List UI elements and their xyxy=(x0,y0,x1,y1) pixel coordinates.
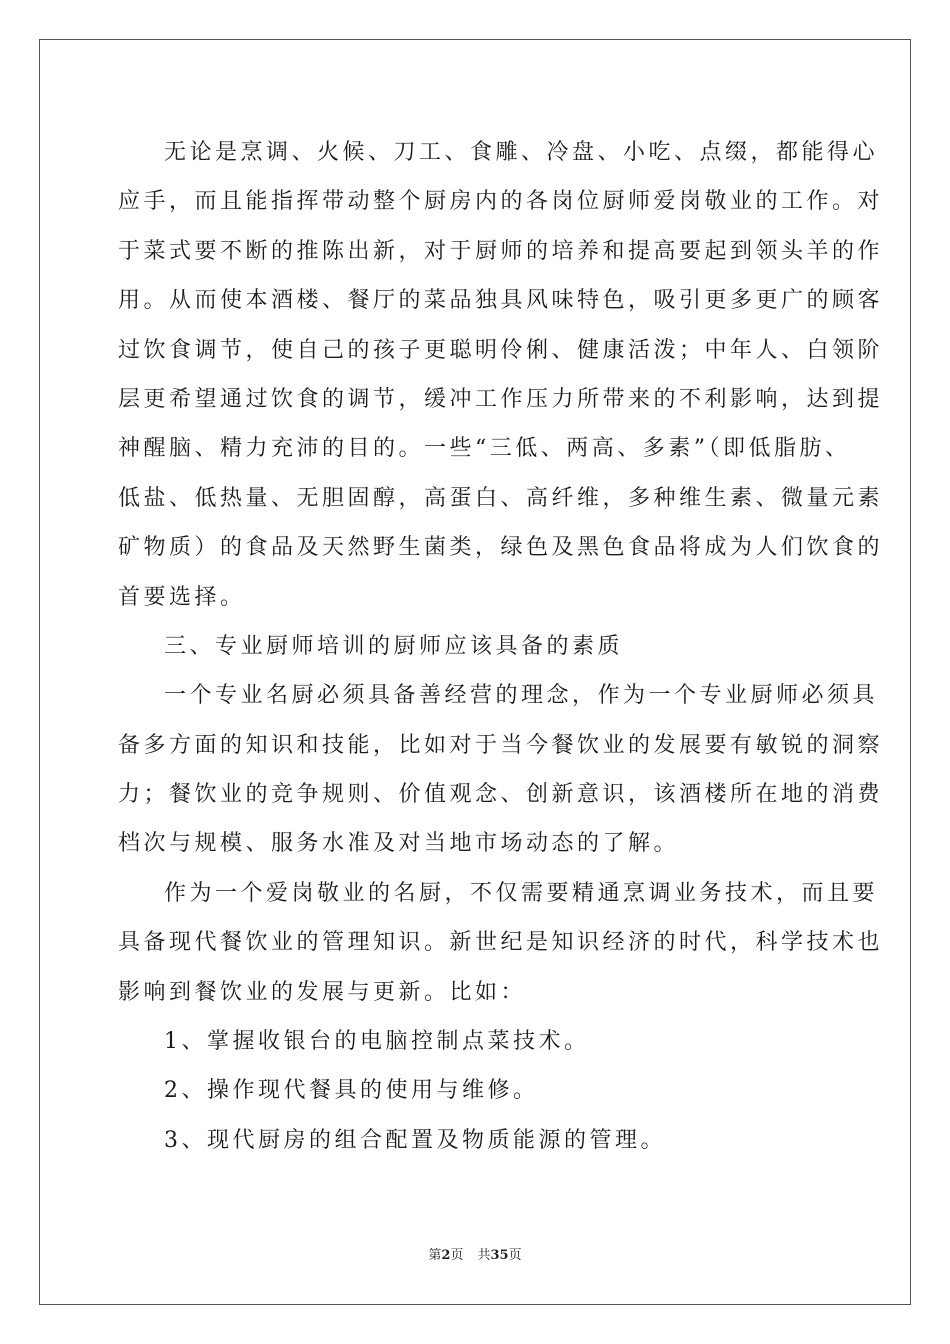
total-prefix: 共 xyxy=(477,1248,491,1263)
paragraph-line: 力；餐饮业的竞争规则、价值观念、创新意识，该酒楼所在地的消费 xyxy=(118,782,884,808)
paragraph-line: 影响到餐饮业的发展与更新。比如： xyxy=(118,979,527,1005)
paragraph-line: 过饮食调节，使自己的孩子更聪明伶俐、健康活泼；中年人、白领阶 xyxy=(118,337,884,363)
document-body xyxy=(118,128,884,1165)
paragraph-line: 具备现代餐饮业的管理知识。新世纪是知识经济的时代，科学技术也 xyxy=(118,930,884,956)
page-footer xyxy=(0,1246,950,1266)
paragraph-line: 层更希望通过饮食的调节，缓冲工作压力所带来的不利影响，达到提 xyxy=(118,386,884,412)
paragraph-line: 应手，而且能指挥带动整个厨房内的各岗位厨师爱岗敬业的工作。对 xyxy=(118,189,884,215)
total-pages: 35 xyxy=(490,1248,509,1263)
paragraph-line: 档次与规模、服务水准及对当地市场动态的了解。 xyxy=(118,831,680,857)
paragraph-line: 矿物质）的食品及天然野生菌类，绿色及黑色食品将成为人们饮食的 xyxy=(118,535,884,561)
page-suffix: 页 xyxy=(450,1248,464,1263)
total-suffix: 页 xyxy=(508,1248,522,1263)
paragraph-line: 首要选择。 xyxy=(118,584,246,610)
paragraph-line: 备多方面的知识和技能，比如对于当今餐饮业的发展要有敏锐的洞察 xyxy=(118,732,884,758)
page-prefix: 第 xyxy=(428,1248,442,1263)
paragraph-line: 用。从而使本酒楼、餐厅的菜品独具风味特色，吸引更多更广的顾客 xyxy=(118,288,884,314)
paragraph-line: 神醒脑、精力充沛的目的。一些“三低、两高、多素”（即低脂肪、 xyxy=(118,436,851,462)
list-item: 2、操作现代餐具的使用与维修。 xyxy=(164,1078,539,1104)
list-item: 1、掌握收银台的电脑控制点菜技术。 xyxy=(164,1029,590,1055)
paragraph-line: 于菜式要不断的推陈出新，对于厨师的培养和提高要起到领头羊的作 xyxy=(118,238,884,264)
page-number: 2 xyxy=(441,1248,451,1263)
paragraph-line: 无论是烹调、火候、刀工、食雕、冷盘、小吃、点缀，都能得心 xyxy=(164,140,879,165)
list-item: 3、现代厨房的组合配置及物质能源的管理。 xyxy=(164,1127,666,1153)
paragraph-line: 作为一个爱岗敬业的名厨，不仅需要精通烹调业务技术，而且要 xyxy=(164,880,879,906)
paragraph-line: 一个专业名厨必须具备善经营的理念，作为一个专业厨师必须具 xyxy=(164,683,879,709)
paragraph-line: 低盐、低热量、无胆固醇，高蛋白、高纤维，多种维生素、微量元素 xyxy=(118,485,884,511)
section-heading: 三、专业厨师培训的厨师应该具备的素质 xyxy=(164,633,624,659)
